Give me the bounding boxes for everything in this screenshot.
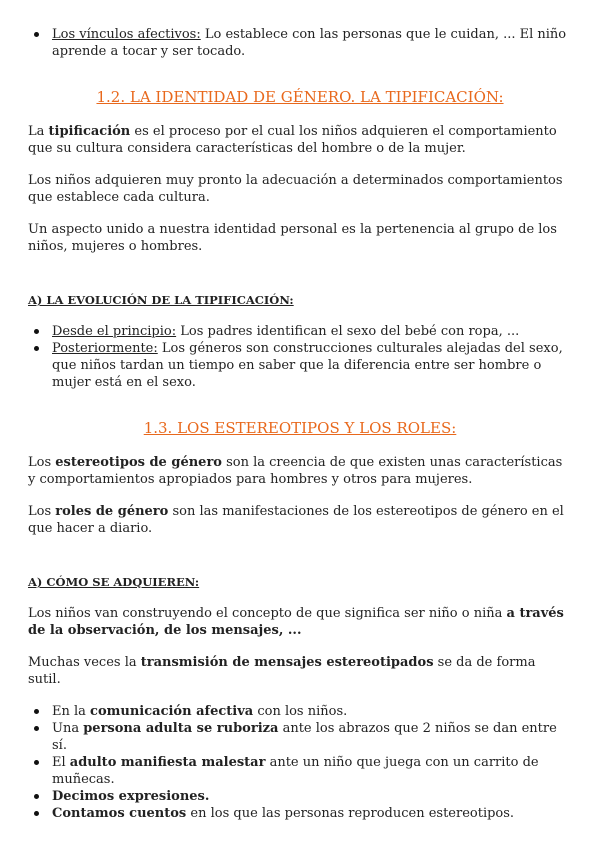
bold-term: transmisión de mensajes estereotipados xyxy=(140,655,434,670)
paragraph-roles xyxy=(28,503,572,537)
list-item xyxy=(28,754,572,788)
paragraph-transmision xyxy=(28,654,572,688)
list-item xyxy=(28,720,572,754)
list-item-text: ante un niño que juega con un carrito de muñecas. xyxy=(52,755,539,787)
paragraph-text: Los niños van construyendo el concepto de que significa ser niño o niña xyxy=(28,606,507,621)
bold-term: a través de la observación, de los mensajes, ... xyxy=(28,606,564,638)
list-item xyxy=(28,703,572,720)
paragraph-identidad: Un aspecto unido a nuestra identidad personal es la pertenencia al grupo de los niños, mujeres o hombres. xyxy=(28,222,557,254)
list-item xyxy=(28,788,572,805)
list-item xyxy=(28,805,572,822)
paragraph-text: son las manifestaciones de los estereotipos de género en el que hacer a diario. xyxy=(28,504,564,536)
sub-heading-evolucion: A) LA EVOLUCIÓN DE LA TIPIFICACIÓN: xyxy=(28,293,294,307)
bold-term: tipificación xyxy=(48,124,131,139)
list-item-text: Una xyxy=(52,721,84,736)
list-item-text: con los niños. xyxy=(253,704,348,719)
list-item-term: Los vínculos afectivos: xyxy=(52,27,201,42)
list-item-term: Posteriormente: xyxy=(52,341,158,356)
list-item-text: Los géneros son construcciones culturales alejadas del sexo, que niños tardan un tiempo en saber que la diferencia entre ser hombre o mujer está en el sexo. xyxy=(52,341,563,390)
evolucion-list xyxy=(28,323,572,391)
bold-term: Decimos expresiones. xyxy=(52,789,210,804)
paragraph-adecuacion: Los niños adquieren muy pronto la adecuación a determinados comportamientos que establece cada cultura. xyxy=(28,173,563,205)
paragraph-text: son la creencia de que existen unas características y comportamientos apropiados para hombres y otros para mujeres. xyxy=(28,455,563,487)
paragraph-text: Los xyxy=(28,455,56,470)
paragraph-text: es el proceso por el cual los niños adquieren el comportamiento que su cultura considera características del hombre o de la mujer. xyxy=(28,124,557,156)
bold-term: roles de género xyxy=(55,504,169,519)
list-item-text: En la xyxy=(52,704,91,719)
bold-term: estereotipos de género xyxy=(55,455,222,470)
list-item-term: Desde el principio: xyxy=(52,324,177,339)
paragraph-estereotipos xyxy=(28,454,572,488)
list-item xyxy=(28,323,572,340)
paragraph-observacion xyxy=(28,605,572,639)
section-heading-1-2: 1.2. LA IDENTIDAD DE GÉNERO. LA TIPIFICACIÓN: xyxy=(96,88,504,106)
paragraph-text: Muchas veces la xyxy=(28,655,141,670)
bold-term: adulto manifiesta malestar xyxy=(69,755,266,770)
paragraph-tipificacion xyxy=(28,123,572,157)
mensajes-list xyxy=(28,703,572,822)
list-item xyxy=(28,340,572,391)
intro-list xyxy=(28,26,572,60)
bold-term: persona adulta se ruboriza xyxy=(83,721,279,736)
paragraph-text: Los xyxy=(28,504,56,519)
sub-heading-como-se-adquieren: A) CÓMO SE ADQUIEREN: xyxy=(28,575,200,589)
list-item-text: Lo establece con las personas que le cuidan, ... El niño aprende a tocar y ser tocado. xyxy=(52,27,567,59)
list-item-text: Los padres identifican el sexo del bebé con ropa, ... xyxy=(176,324,520,339)
list-item-text: en los que las personas reproducen estereotipos. xyxy=(186,806,515,821)
section-heading-1-3: 1.3. LOS ESTEREOTIPOS Y LOS ROLES: xyxy=(143,419,457,437)
bold-term: comunicación afectiva xyxy=(90,704,254,719)
bold-term: Contamos cuentos xyxy=(52,806,187,821)
list-item xyxy=(28,26,572,60)
paragraph-text: se da de forma sutil. xyxy=(28,655,536,687)
list-item-text: El xyxy=(52,755,70,770)
list-item-text: ante los abrazos que 2 niños se dan entre sí. xyxy=(52,721,557,753)
paragraph-text: La xyxy=(28,124,49,139)
